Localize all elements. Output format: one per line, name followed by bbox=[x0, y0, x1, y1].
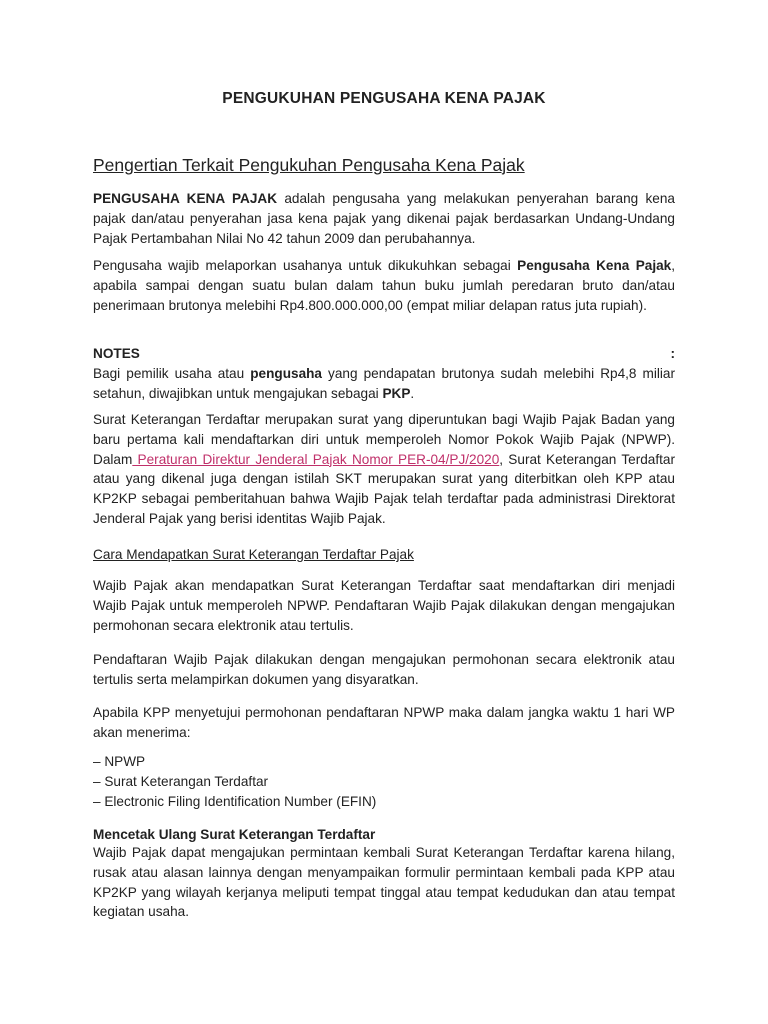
notes-text bbox=[93, 364, 675, 404]
paragraph-text: , Surat Keterangan Terdaftar atau yang dikenal juga dengan istilah SKT merupakan surat yang diterbitkan oleh KPP atau KP2KP sebagai pemberitahuan bahwa Wajib Pajak telah terdaftar pada administrasi Direktorat Jenderal Pajak yang berisi identitas Wajib Pajak. bbox=[93, 451, 675, 526]
paragraph-text: , apabila sampai dengan suatu bulan dalam tahun buku jumlah peredaran bruto dan/atau penerimaan brutonya melebihi Rp4.800.000.000,00 (empat miliar delapan ratus juta rupiah). bbox=[93, 258, 676, 313]
paragraph-definition bbox=[93, 189, 675, 248]
notes-header bbox=[93, 344, 675, 364]
paragraph-skt bbox=[93, 410, 675, 529]
list-item: – NPWP bbox=[93, 754, 146, 769]
bold-term: PKP bbox=[382, 385, 411, 401]
regulation-link[interactable]: Peraturan Direktur Jenderal Pajak Nomor PER-04/PJ/2020 bbox=[132, 451, 500, 467]
paragraph-text: Pengusaha wajib melaporkan usahanya untuk dikukuhkan sebagai bbox=[93, 258, 518, 273]
notes-label: NOTES bbox=[93, 346, 140, 361]
paragraph-text: Surat Keterangan Terdaftar merupakan surat yang diperuntukan bagi Wajib Pajak Badan yang baru pertama kali mendaftarkan diri untuk memperoleh Nomor Pokok Wajib Pajak (NPWP). Dalam bbox=[93, 412, 675, 467]
list-item: – Electronic Filing Identification Number (EFIN) bbox=[93, 793, 377, 809]
page-title: PENGUKUHAN PENGUSAHA KENA PAJAK bbox=[222, 90, 546, 107]
paragraph-cara: Wajib Pajak akan mendapatkan Surat Keterangan Terdaftar saat mendaftarkan diri menjadi Wajib Pajak untuk memperoleh NPWP. Pendaftaran Wajib Pajak dilakukan dengan mengajukan permohonan secara elektronik atau tertulis. bbox=[93, 578, 675, 633]
notes-block bbox=[93, 344, 675, 403]
paragraph-cetak: Wajib Pajak dapat mengajukan permintaan kembali Surat Keterangan Terdaftar karena hilang, rusak atau alasan lainnya dengan menyampaikan formulir permintaan kembali pada KPP atau KP2KP yang wilayah kerjanya meliputi tempat tinggal atau tempat kedudukan dan atau tempat kegiatan usaha. bbox=[93, 845, 675, 920]
paragraph-obligation bbox=[93, 256, 675, 315]
paragraph-text: adalah pengusaha yang melakukan penyerahan barang kena pajak dan/atau penyerahan jasa kena pajak yang dikenai pajak berdasarkan Undang-Undang Pajak Pertambahan Nilai No 42 tahun 2009 dan perubahannya. bbox=[93, 191, 675, 246]
paragraph-apabila: Apabila KPP menyetujui permohonan pendaftaran NPWP maka dalam jangka waktu 1 hari WP akan menerima: bbox=[93, 705, 675, 740]
paragraph-pendaftaran: Pendaftaran Wajib Pajak dilakukan dengan mengajukan permohonan secara elektronik atau tertulis serta melampirkan dokumen yang disyaratkan. bbox=[93, 652, 675, 687]
list-item: – Surat Keterangan Terdaftar bbox=[93, 773, 269, 789]
notes-text-part: yang pendapatan brutonya sudah melebihi Rp4,8 miliar setahun, diwajibkan untuk mengajukan sebagai bbox=[93, 365, 675, 401]
section-heading-cetak: Mencetak Ulang Surat Keterangan Terdaftar bbox=[93, 827, 376, 842]
section-heading-cara: Cara Mendapatkan Surat Keterangan Terdaftar Pajak bbox=[93, 547, 414, 562]
section-heading: Pengertian Terkait Pengukuhan Pengusaha Kena Pajak bbox=[93, 155, 525, 175]
notes-colon: : bbox=[670, 346, 675, 361]
bold-term: pengusaha bbox=[250, 365, 322, 381]
bold-term: Pengusaha Kena Pajak bbox=[517, 258, 672, 273]
notes-text-part: Bagi pemilik usaha atau bbox=[93, 365, 251, 381]
document-list bbox=[93, 752, 675, 811]
notes-text-part: . bbox=[410, 385, 415, 401]
bold-term: PENGUSAHA KENA PAJAK bbox=[93, 191, 278, 206]
